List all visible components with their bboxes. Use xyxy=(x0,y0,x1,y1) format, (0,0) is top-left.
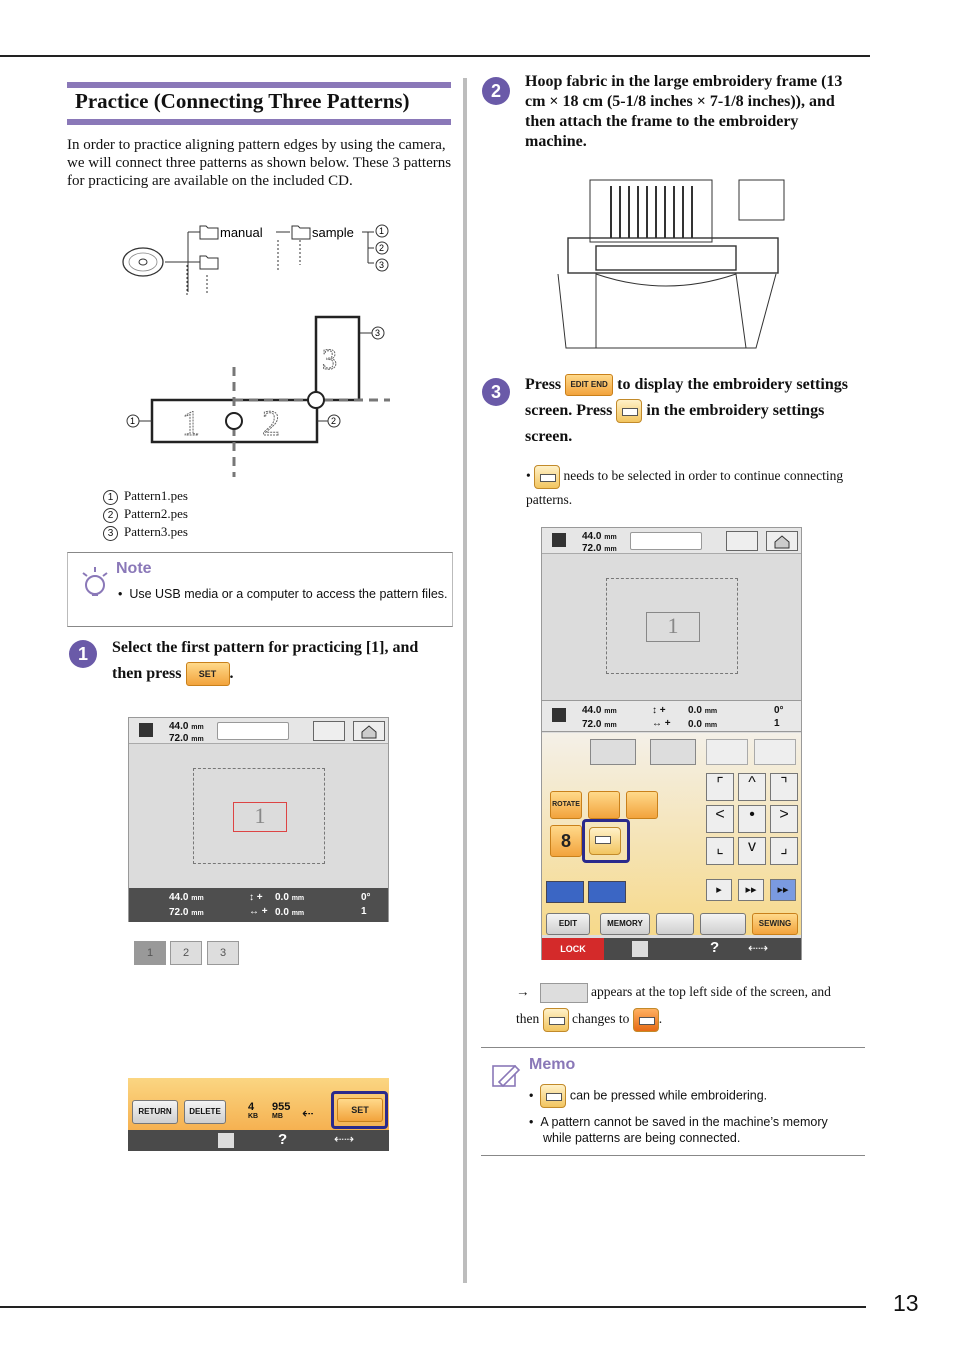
arrow-down-right-icon[interactable]: ⌟ xyxy=(770,837,798,865)
arrow-up-icon[interactable]: ^ xyxy=(738,773,766,801)
stitch-forward-button[interactable] xyxy=(588,881,626,903)
pattern-1-glyph: 1 xyxy=(182,403,200,443)
memo-item: • can be pressed while embroidering. xyxy=(529,1084,859,1108)
memo-item: • A pattern cannot be saved in the machine’s memory while patterns are being connected. xyxy=(529,1115,828,1145)
tree-item-2: 2 xyxy=(379,243,385,253)
step-3-badge: 3 xyxy=(482,378,510,406)
intro-paragraph: In order to practice aligning pattern edges by using the camera, we will connect three patterns as shown below. These 3 patterns for practicing are available on the included CD. xyxy=(67,137,452,189)
arrow-up-left-icon[interactable]: ⌜ xyxy=(706,773,734,801)
screen2-header: 44.0 mm 72.0 mm xyxy=(542,528,801,554)
machine-icon[interactable] xyxy=(313,721,345,741)
eight-button[interactable]: 8 xyxy=(550,825,582,857)
arrow-pad xyxy=(706,773,798,865)
screen1-status-bar: 44.0 mm 72.0 mm ↕ + ↔ + 0.0 mm 0.0 mm 0° 1 xyxy=(129,888,388,922)
title-bar-top xyxy=(67,82,451,88)
memory-button[interactable]: MEMORY xyxy=(600,913,650,935)
rotate-button[interactable]: ROTATE xyxy=(550,791,582,819)
color-sort-button[interactable] xyxy=(656,913,694,935)
note-label: Note xyxy=(116,560,152,577)
connect-button-icon xyxy=(540,1084,566,1108)
size-icon xyxy=(139,723,153,737)
section-title: Practice (Connecting Three Patterns) xyxy=(75,89,410,113)
memo-label: Memo xyxy=(529,1056,576,1073)
svg-text:1: 1 xyxy=(130,416,136,426)
home-icon[interactable] xyxy=(766,531,798,551)
edit-button[interactable]: EDIT xyxy=(546,913,590,935)
help-icon[interactable]: ? xyxy=(710,939,720,956)
lock-button[interactable]: LOCK xyxy=(542,938,604,960)
sewing-button[interactable]: SEWING xyxy=(752,913,798,935)
result-text: → appears at the top left side of the screen, and then changes to . xyxy=(516,978,851,1032)
top-rule xyxy=(0,55,870,57)
presser-foot-icon[interactable]: ⇠⇢ xyxy=(748,941,769,955)
pattern-thumb-1[interactable]: 1 xyxy=(134,941,166,965)
step-2-text: Hoop fabric in the large embroidery frame (13 cm × 18 cm (5-1/8 inches × 7-1/8 inches)), and then attach the frame to the embroidery machine. xyxy=(525,73,843,150)
tree-item-3: 3 xyxy=(379,260,385,270)
connect-strip[interactable] xyxy=(630,532,702,550)
camera-icon[interactable] xyxy=(590,739,636,765)
color-button[interactable] xyxy=(626,791,658,819)
step-3-text: Press EDIT END to display the embroidery settings screen. Press in the embroidery settings screen. xyxy=(525,376,848,445)
screen2-status-bar: 44.0 mm 72.0 mm ↕ + ↔ + 0.0 mm 0.0 mm 0° 1 xyxy=(542,700,801,732)
stitch-back-button[interactable] xyxy=(546,881,584,903)
legend-item: 1 Pattern1.pes xyxy=(103,487,188,505)
embroidery-machine-illustration xyxy=(556,178,786,356)
legend-item: 3 Pattern3.pes xyxy=(103,523,188,541)
lightbulb-icon xyxy=(80,565,110,605)
arrow-down-left-icon[interactable]: ⌞ xyxy=(706,837,734,865)
screen1-footer xyxy=(128,1078,389,1151)
memory-mb: 955 MB xyxy=(272,1101,291,1120)
cd-icon xyxy=(123,248,163,276)
pattern-2-glyph: 2 xyxy=(262,403,280,443)
checklist-icon[interactable] xyxy=(218,1133,234,1148)
arrow-up-right-icon[interactable]: ⌝ xyxy=(770,773,798,801)
folder-manual: manual xyxy=(220,225,263,240)
usb-icon: ⇠ xyxy=(302,1105,314,1121)
pattern-legend xyxy=(103,487,188,541)
connect-strip-icon xyxy=(540,983,588,1003)
connect-button[interactable] xyxy=(589,827,621,855)
connect-strip[interactable] xyxy=(217,722,289,740)
step-3-bullet: • needs to be selected in order to continue connecting patterns. xyxy=(526,465,846,510)
arrow-down-icon[interactable]: v xyxy=(738,837,766,865)
pencil-icon xyxy=(491,1062,521,1090)
note-item: • Use USB media or a computer to access the pattern files. xyxy=(118,587,448,601)
screen2-settings xyxy=(541,527,802,960)
legend-item: 2 Pattern2.pes xyxy=(103,505,188,523)
tree-item-1: 1 xyxy=(379,226,385,236)
return-button[interactable]: RETURN xyxy=(132,1100,178,1124)
home-icon[interactable] xyxy=(353,721,385,741)
pattern-thumb-2[interactable]: 2 xyxy=(170,941,202,965)
screen2-control-panel xyxy=(542,733,801,935)
connect-button-active-icon xyxy=(633,1008,659,1032)
density-button[interactable] xyxy=(588,791,620,819)
screen1-header: 44.0 mm 72.0 mm xyxy=(129,718,388,744)
screen1-pattern-view xyxy=(128,717,389,922)
page-number: 13 xyxy=(893,1290,919,1316)
svg-text:2: 2 xyxy=(331,416,337,426)
memo-items xyxy=(529,1084,859,1146)
fast-forward-icon[interactable]: ▸▸ xyxy=(738,879,764,901)
column-divider xyxy=(463,78,467,1283)
set-button[interactable]: SET xyxy=(337,1098,383,1122)
step-1-text: Select the first pattern for practicing [1], and then press SET . xyxy=(112,635,452,687)
memo-box xyxy=(481,1047,865,1156)
zoom-icon[interactable] xyxy=(706,739,748,765)
size-icon xyxy=(552,533,566,547)
folder-icon xyxy=(200,226,218,239)
edit-end-button-inline: EDIT END xyxy=(565,374,613,396)
footer-toolbar xyxy=(128,1130,389,1151)
pattern-3-glyph: 3 xyxy=(322,343,337,376)
pattern-thumb-3[interactable]: 3 xyxy=(207,941,239,965)
presser-foot-icon[interactable]: ⇠⇢ xyxy=(334,1132,355,1146)
cd-folder-diagram xyxy=(110,215,400,485)
delete-button[interactable]: DELETE xyxy=(184,1100,226,1124)
screen2-toolbar xyxy=(542,938,801,960)
set-button-inline: SET xyxy=(186,662,230,686)
machine-icon[interactable] xyxy=(726,531,758,551)
arrow-left-icon[interactable]: < xyxy=(706,805,734,833)
note-box xyxy=(67,552,453,627)
memory-kb: 4 KB xyxy=(248,1101,259,1120)
pattern-preview: 1 xyxy=(646,612,700,642)
arrow-right-icon[interactable]: > xyxy=(770,805,798,833)
bottom-rule xyxy=(0,1306,866,1308)
center-icon[interactable]: • xyxy=(738,805,766,833)
play-icon[interactable]: ▸ xyxy=(706,879,732,901)
svg-text:3: 3 xyxy=(375,328,381,338)
connect-button-icon xyxy=(616,399,642,423)
connect-button-icon xyxy=(534,465,560,489)
connect-button-icon xyxy=(543,1008,569,1032)
skip-icon[interactable]: ▸▸ xyxy=(770,879,796,901)
scan-icon[interactable] xyxy=(650,739,696,765)
grid-icon[interactable] xyxy=(754,739,796,765)
folder-sample: sample xyxy=(312,225,354,240)
checklist-icon[interactable] xyxy=(632,941,648,957)
step-1-badge: 1 xyxy=(69,640,97,668)
pattern-preview: 1 xyxy=(233,802,287,832)
trial-button[interactable] xyxy=(700,913,746,935)
title-bar-bottom xyxy=(67,119,451,125)
step-2-badge: 2 xyxy=(482,77,510,105)
help-icon[interactable]: ? xyxy=(278,1131,288,1148)
